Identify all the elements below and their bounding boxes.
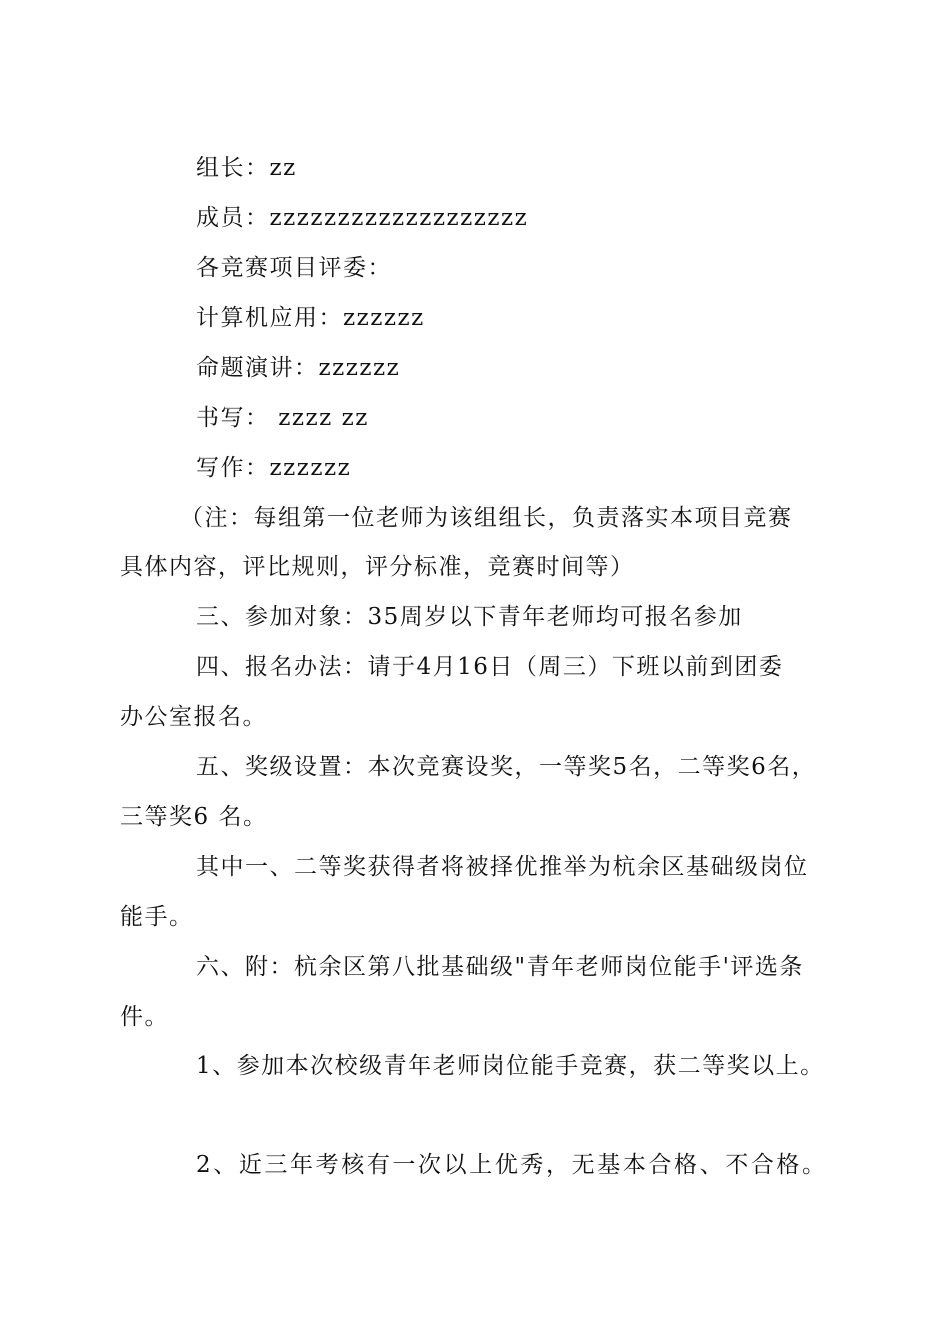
awards-note-line-2: 能手。: [120, 904, 194, 930]
judge-computer-line: 计算机应用：zzzzzz: [196, 305, 425, 331]
note-line-1: （注：每组第一位老师为该组组长，负责落实本项目竞赛: [180, 505, 793, 531]
members-line: 成员：zzzzzzzzzzzzzzzzzzz: [196, 205, 529, 231]
group-leader-line: 组长：zz: [196, 155, 297, 181]
section-awards-line-2: 三等奖6 名。: [120, 804, 268, 830]
section-awards-line-1: 五、奖级设置：本次竞赛设奖，一等奖5名，二等奖6名，: [196, 754, 817, 780]
section-appendix-line-2: 件。: [120, 1004, 169, 1030]
section-registration-line-2: 办公室报名。: [120, 704, 267, 730]
section-participants: 三、参加对象：35周岁以下青年老师均可报名参加: [196, 604, 743, 630]
note-line-2: 具体内容，评比规则，评分标准，竞赛时间等）: [120, 554, 635, 580]
awards-note-line-1: 其中一、二等奖获得者将被择优推举为杭余区基础级岗位: [196, 854, 809, 880]
judges-heading: 各竞赛项目评委：: [196, 255, 392, 281]
section-appendix-line-1: 六、附：杭余区第八批基础级"青年老师岗位能手'评选条: [196, 954, 804, 980]
section-registration-line-1: 四、报名办法：请于4月16日（周三）下班以前到团委: [196, 654, 784, 680]
judge-handwriting-line: 书写： zzzz zz: [196, 405, 369, 431]
judge-writing-line: 写作：zzzzzz: [196, 455, 352, 481]
judge-speech-line: 命题演讲：zzzzzz: [196, 355, 401, 381]
criterion-1: 1、参加本次校级青年老师岗位能手竞赛，获二等奖以上。: [196, 1053, 825, 1079]
criterion-2: 2、近三年考核有一次以上优秀，无基本合格、不合格。: [196, 1152, 828, 1178]
